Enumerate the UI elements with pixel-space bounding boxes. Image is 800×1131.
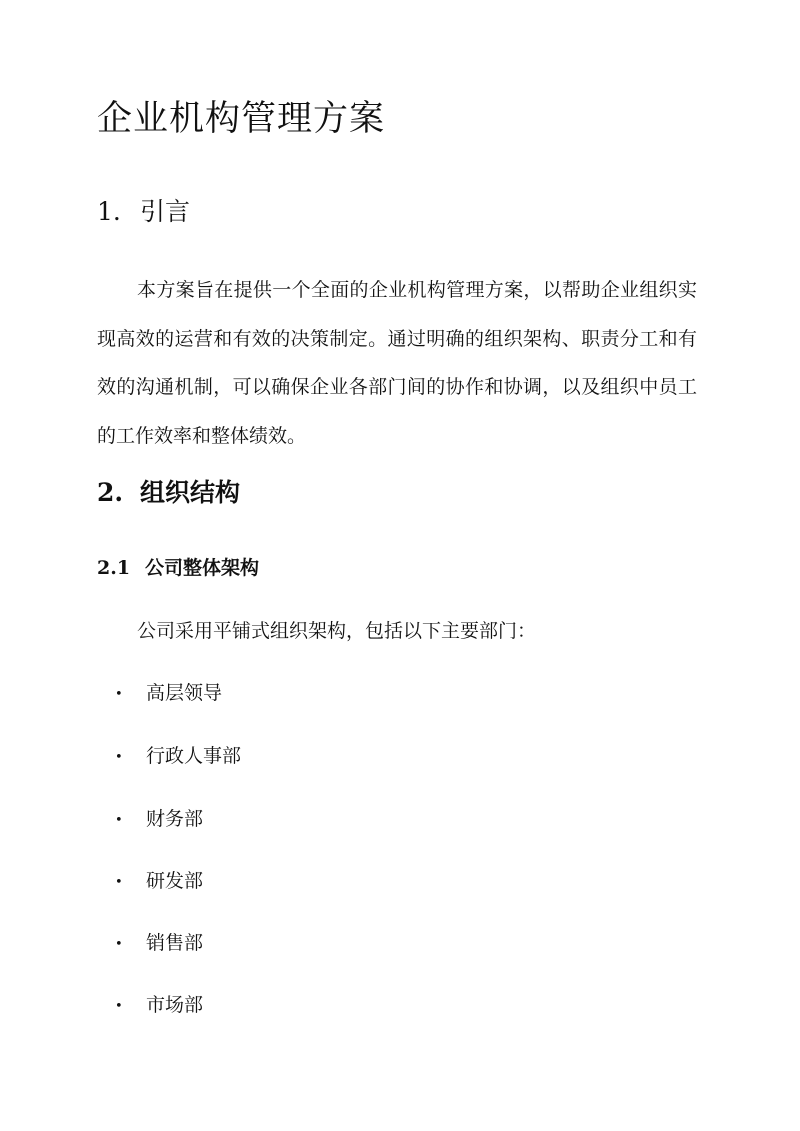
bullet-icon: •	[115, 813, 123, 828]
department-name: 财务部	[146, 808, 204, 830]
list-item	[115, 742, 241, 770]
department-name: 行政人事部	[146, 745, 242, 767]
subsection-2-1-number: 2.1	[97, 557, 131, 579]
list-item	[115, 679, 222, 707]
department-name: 销售部	[146, 932, 204, 954]
section-1-heading	[97, 194, 190, 230]
bullet-icon: •	[115, 750, 123, 765]
bullet-icon: •	[115, 999, 123, 1014]
section-1-number: 1.	[97, 197, 121, 226]
list-item	[115, 805, 203, 833]
bullet-icon: •	[115, 937, 123, 952]
department-name: 市场部	[146, 994, 204, 1016]
section-1-paragraph: 本方案旨在提供一个全面的企业机构管理方案，以帮助企业组织实现高效的运营和有效的决策制定。通过明确的组织架构、职责分工和有效的沟通机制，可以确保企业各部门间的协作和协调，以及组织中员工的工作效率和整体绩效。	[97, 279, 697, 447]
section-1-title: 引言	[140, 197, 191, 226]
bullet-icon: •	[115, 875, 123, 890]
section-2-title: 组织结构	[140, 478, 241, 507]
document-title: 企业机构管理方案	[97, 99, 386, 139]
list-item	[115, 867, 203, 895]
department-intro: 公司采用平铺式组织架构，包括以下主要部门：	[137, 620, 537, 642]
bullet-icon: •	[115, 687, 123, 702]
subsection-2-1-heading	[97, 554, 259, 582]
list-item	[115, 929, 203, 957]
list-item	[115, 991, 203, 1019]
subsection-2-1-title: 公司整体架构	[145, 557, 260, 579]
section-2-heading	[97, 475, 240, 511]
department-name: 高层领导	[146, 682, 223, 704]
department-name: 研发部	[146, 870, 204, 892]
section-2-number: 2.	[97, 478, 124, 507]
